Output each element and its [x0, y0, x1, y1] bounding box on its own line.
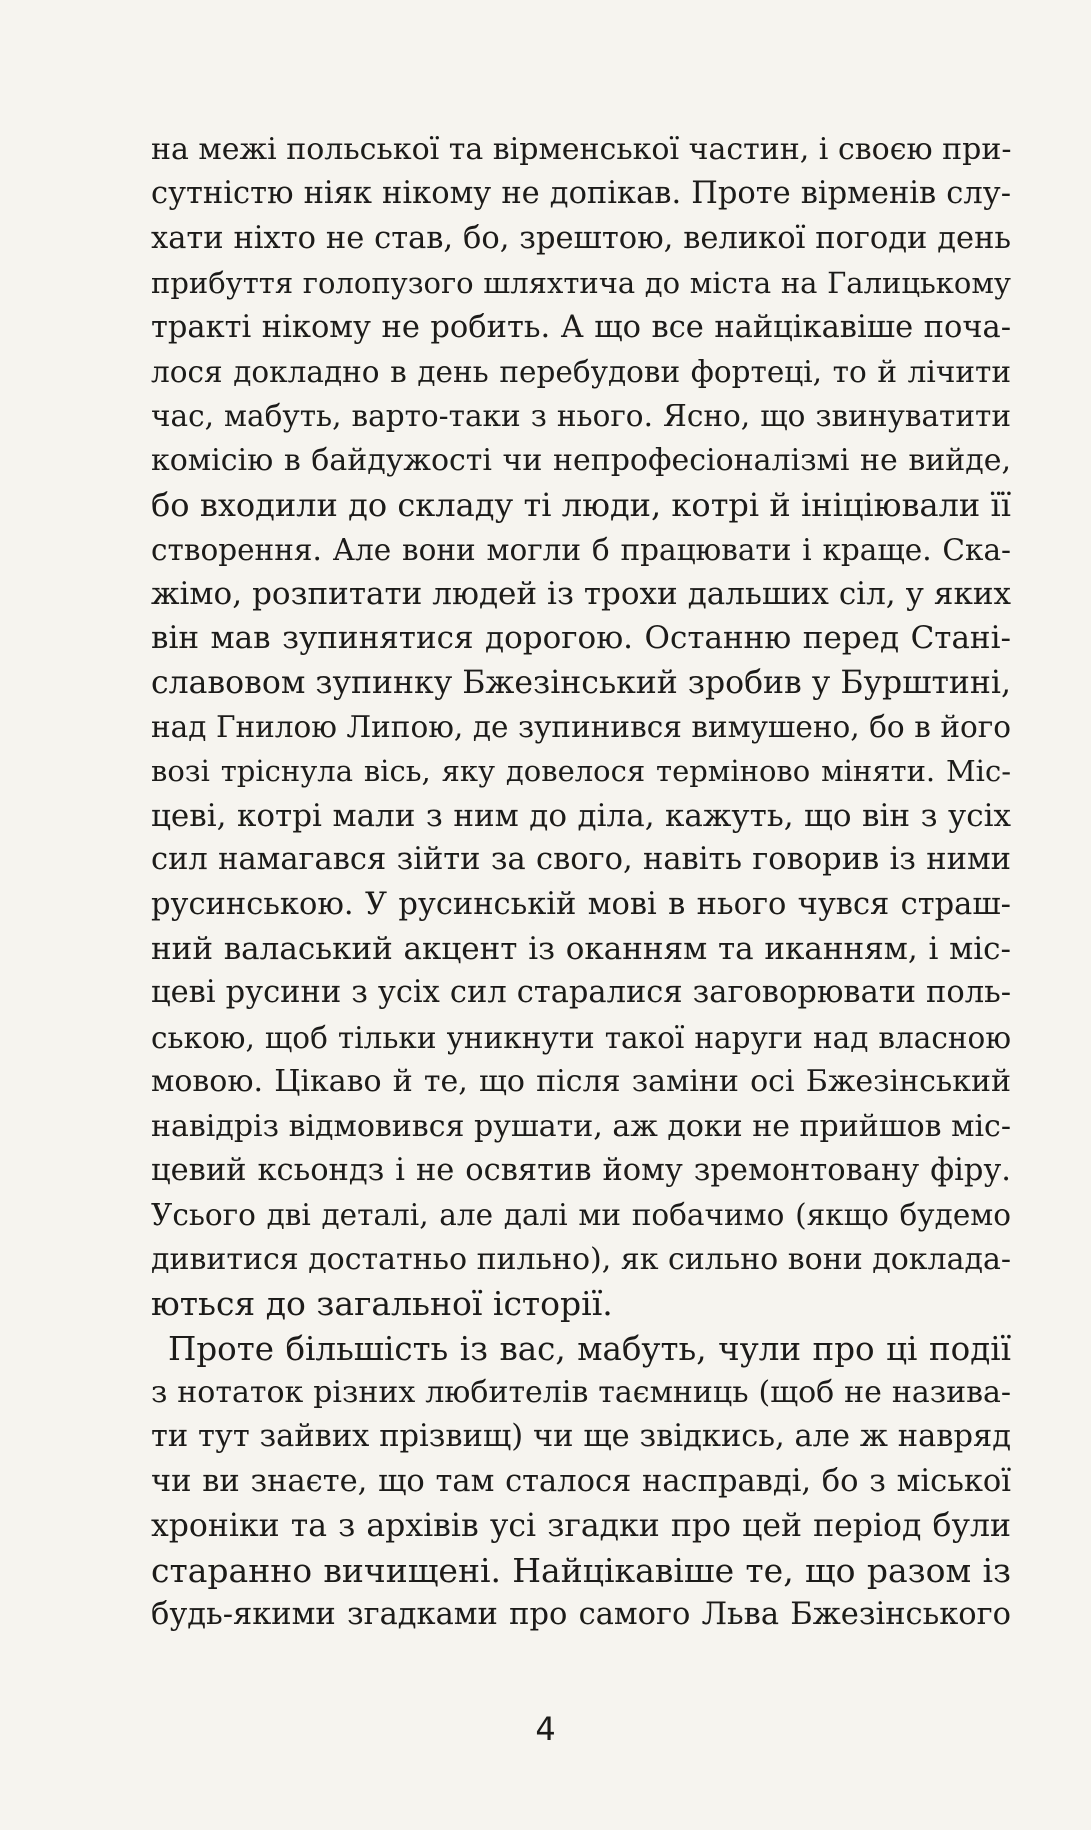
text-line: дивитися достатньо пильно), як сильно вони доклада- — [151, 1241, 1011, 1277]
text-line: ються до загальної історії. — [151, 1284, 613, 1324]
text-line: навідріз відмовився рушати, аж доки не прийшов міс- — [151, 1108, 1011, 1144]
text-line: комісію в байдужості чи непрофесіоналізмі не вийде, — [151, 442, 1011, 478]
text-line: возі тріснула вісь, яку довелося терміново міняти. Міс- — [151, 754, 1011, 789]
paragraph-2 — [151, 1327, 1011, 1638]
text-line: створення. Але вони могли б працювати і краще. Ска- — [151, 532, 1011, 567]
text-line: хати ніхто не став, бо, зрештою, великої погоди день — [151, 220, 1011, 256]
text-line: сил намагався зійти за свого, навіть говорив із ними — [151, 842, 1011, 878]
text-line: над Гнилою Липою, де зупинився вимушено, бо в його — [151, 710, 1011, 745]
text-line: прибуття голопузого шляхтича до міста на Галицькому — [151, 266, 1011, 301]
text-line: ською, щоб тільки уникнути такої наруги над власною — [151, 1020, 1011, 1055]
text-line: хроніки та з архівів усі згадки про цей період були — [151, 1508, 1011, 1545]
body-text — [151, 128, 1011, 1637]
text-line: він мав зупинятися дорогою. Останню перед Стані- — [151, 620, 1011, 657]
text-line: цеві русини з усіх сил старалися заговорювати поль- — [151, 975, 1011, 1011]
text-line: цевий ксьондз і не освятив йому зремонтовану фіру. — [151, 1152, 1011, 1188]
text-line: Усього дві деталі, але далі ми побачимо (якщо будемо — [151, 1198, 1011, 1233]
text-line: на межі польської та вірменської частин, і своєю при- — [151, 132, 1012, 167]
page-number: 4 — [535, 1710, 556, 1748]
text-line: лося докладно в день перебудови фортеці, то й лічити — [151, 354, 1011, 389]
paragraph-1 — [151, 128, 1011, 1327]
text-line: будь-якими згадками про самого Льва Бжезінського — [151, 1596, 1011, 1632]
text-line: ти тут зайвих прізвищ) чи ще звідкись, але ж навряд — [151, 1419, 1011, 1455]
text-line: жімо, розпитати людей із трохи дальших сіл, у яких — [151, 575, 1011, 612]
text-line: бо входили до складу ті люди, котрі й ініціювали її — [151, 486, 1011, 525]
text-line: цеві, котрі мали з ним до діла, кажуть, що він з усіх — [151, 797, 1011, 834]
text-line: русинською. У русинській мові в нього чувся страш- — [151, 886, 1011, 922]
text-line: старанно вичищені. Найцікавіше те, що разом із — [151, 1550, 1011, 1590]
text-line: тракті нікому не робить. А що все найцікавіше поча- — [151, 309, 1011, 345]
text-line: час, мабуть, варто-таки з нього. Ясно, що звинуватити — [151, 399, 1011, 434]
text-line: мовою. Цікаво й те, що після заміни осі Бжезінський — [151, 1064, 1011, 1100]
text-line: чи ви знаєте, що там сталося насправді, бо з міської — [151, 1463, 1011, 1499]
text-line: сутністю ніяк нікому не допікав. Проте вірменів слу- — [151, 176, 1011, 212]
text-line: ний валаський акцент із оканням та иканням, і міс- — [151, 931, 1011, 968]
text-line: славовом зупинку Бжезінський зробив у Бурштині, — [151, 664, 1011, 701]
text-line: з нотаток різних любителів таємниць (щоб не назива- — [151, 1374, 1011, 1410]
text-line: Проте більшість із вас, мабуть, чули про ці події — [168, 1329, 1011, 1368]
